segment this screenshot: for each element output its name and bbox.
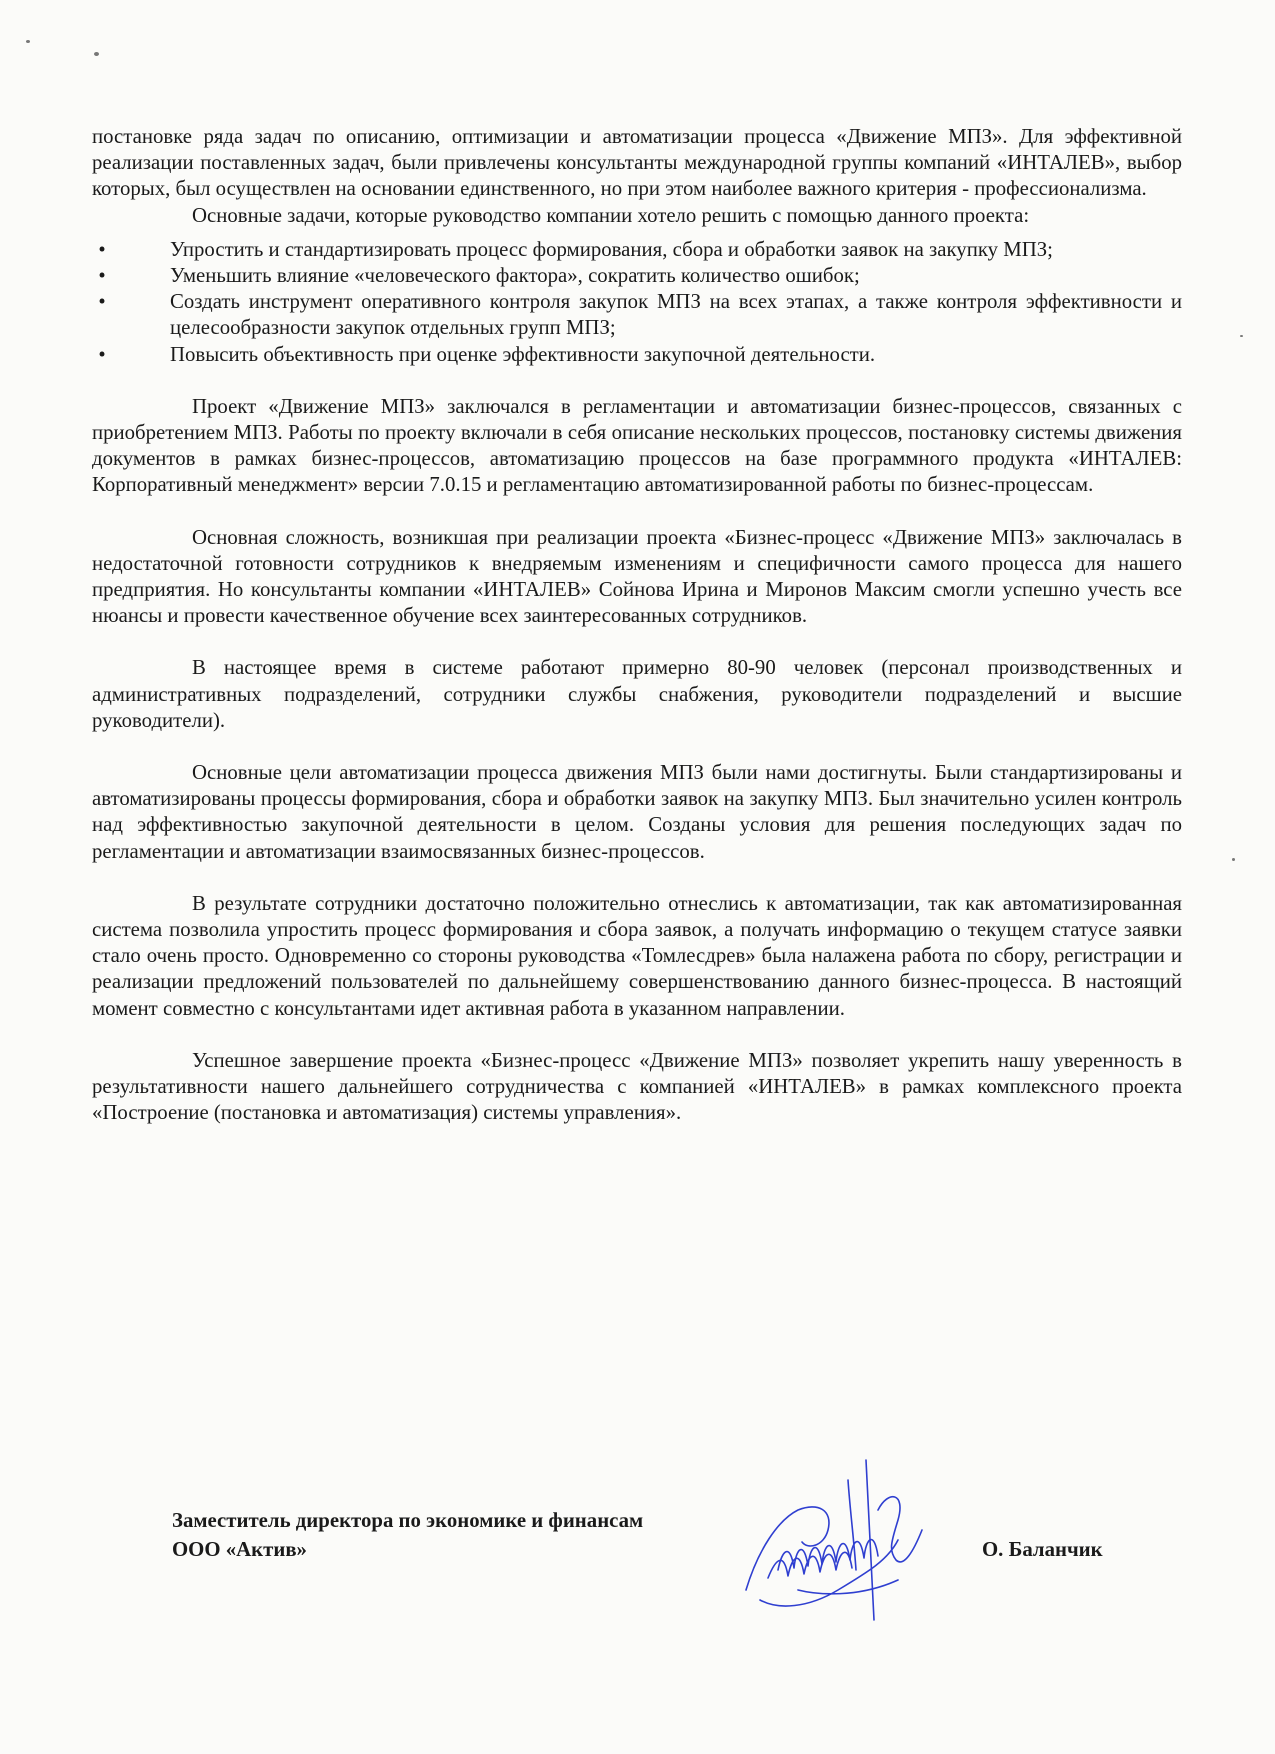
body-paragraph: Проект «Движение МПЗ» заключался в регламентации и автоматизации бизнес-процессов, связанных с приобретением МПЗ. Работы по проекту включали в себя описание нескольких процессов, постановку системы движения документов в рамках бизнес-процессов, автоматизацию процессов на базе программного продукта «ИНТАЛЕВ: Корпоративный менеджмент» версии 7.0.15 и регламентацию автоматизированной работы по бизнес-процессам. — [92, 394, 1182, 497]
list-item — [92, 289, 1182, 341]
list-item — [92, 237, 1182, 263]
signatory-company: ООО «Актив» — [172, 1538, 307, 1561]
signature-ink — [746, 1460, 922, 1620]
list-item — [92, 342, 1182, 368]
task-text: Уменьшить влияние «человеческого фактора», сократить количество ошибок; — [170, 264, 860, 288]
letter-body — [92, 124, 1182, 1127]
task-text: Создать инструмент оперативного контроля закупок МПЗ на всех этапах, а также контроля эффективности и целесообразности закупок отдельных групп МПЗ; — [170, 290, 1182, 340]
body-paragraph: Успешное завершение проекта «Бизнес-процесс «Движение МПЗ» позволяет укрепить нашу уверенность в результативности нашего дальнейшего сотрудничества с компанией «ИНТАЛЕВ» в рамках комплексного проекта «Построение (постановка и автоматизация) системы управления». — [92, 1048, 1182, 1125]
scan-speck — [1232, 858, 1235, 861]
bullet-icon: • — [98, 342, 106, 366]
bullet-icon: • — [98, 290, 106, 314]
body-paragraph: В результате сотрудники достаточно положительно отнеслись к автоматизации, так как автоматизированная система позволила упростить процесс формирования и сбора заявок, а получать информацию о текущем статусе заявки стало очень просто. Одновременно со стороны руководства «Томлесдрев» была налажена работа по сбору, регистрации и реализации предложений пользователей по дальнейшему совершенствованию данного бизнес-процесса. В настоящий момент совместно с консультантами идет активная работа в указанном направлении. — [92, 891, 1182, 1020]
body-paragraph: В настоящее время в системе работают примерно 80-90 человек (персонал производственных и административных подразделений, сотрудники службы снабжения, руководители подразделений и высшие руководители). — [92, 656, 1182, 732]
signatory-block — [172, 1506, 643, 1564]
signatory-name: О. Баланчик — [982, 1538, 1103, 1561]
body-paragraph: Основная сложность, возникшая при реализации проекта «Бизнес-процесс «Движение МПЗ» заключалась в недостаточной готовности сотрудников к внедряемым изменениям и специфичности самого процесса для нашего предприятия. Но консультанты компании «ИНТАЛЕВ» Сойнова Ирина и Миронов Максим смогли успешно учесть все нюансы и провести качественное обучение всех заинтересованных сотрудников. — [92, 525, 1182, 628]
signatory-position: Заместитель директора по экономике и финансам — [172, 1509, 644, 1532]
scan-speck — [1240, 335, 1243, 337]
scan-speck — [26, 40, 30, 43]
handwritten-signature — [738, 1450, 938, 1630]
tasks-intro: Основные задачи, которые руководство компании хотело решить с помощью данного проекта: — [192, 203, 1030, 227]
list-item — [92, 263, 1182, 289]
task-text: Упростить и стандартизировать процесс формирования, сбора и обработки заявок на закупку МПЗ; — [170, 237, 1053, 261]
bullet-icon: • — [98, 237, 106, 261]
bullet-icon: • — [98, 264, 106, 288]
intro-paragraph: постановке ряда задач по описанию, оптимизации и автоматизации процесса «Движение МПЗ». Для эффективной реализации поставленных задач, были привлечены консультанты международной группы компаний «ИНТАЛЕВ», выбор которых, был осуществлен на основании единственного, но при этом наиболее важного критерия - профессионализма. — [92, 125, 1182, 201]
body-paragraph: Основные цели автоматизации процесса движения МПЗ были нами достигнуты. Были стандартизированы и автоматизированы процессы формирования, сбора и обработки заявок на закупку МПЗ. Был значительно усилен контроль над эффективностью закупочной деятельности в целом. Созданы условия для решения последующих задач по регламентации и автоматизации взаимосвязанных бизнес-процессов. — [92, 761, 1182, 863]
scan-speck — [94, 52, 99, 56]
tasks-list — [92, 237, 1182, 368]
task-text: Повысить объективность при оценке эффективности закупочной деятельности. — [170, 342, 876, 366]
